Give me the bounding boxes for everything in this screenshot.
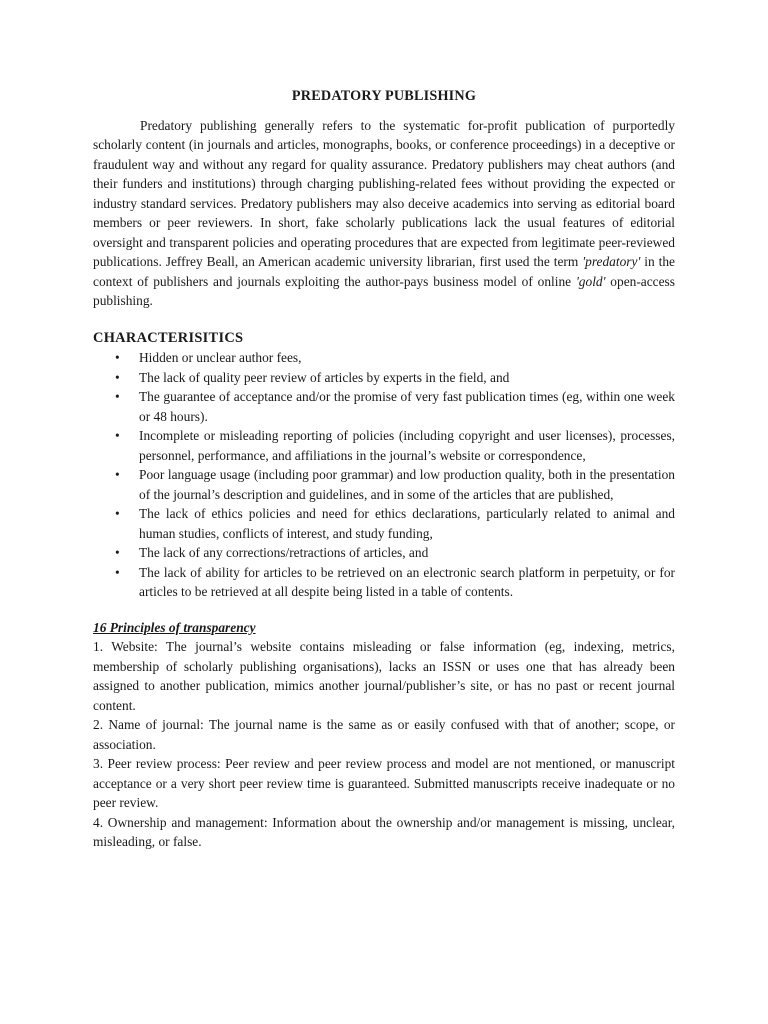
intro-text: open-access publishing. (93, 273, 675, 308)
list-item (93, 563, 675, 602)
list-item (93, 465, 675, 504)
bullet-icon: • (115, 506, 120, 521)
term-predatory: 'predatory' (582, 254, 641, 269)
list-item-text: Hidden or unclear author fees, (139, 350, 302, 365)
list-item-text: The lack of ability for articles to be retrieved on an electronic search platform in perpetuity, or for articles to be retrieved at all despite being listed in a table of contents. (139, 564, 675, 599)
list-item (93, 543, 675, 563)
principles-heading: 16 Principles of transparency (93, 619, 256, 635)
list-item-text: The lack of any corrections/retractions of articles, and (139, 545, 429, 560)
principle-item: 2. Name of journal: The journal name is the same as or easily confused with that of another; scope, or association. (93, 717, 675, 752)
term-gold: 'gold' (575, 273, 606, 289)
characteristics-list (93, 348, 675, 602)
list-item-text: The lack of quality peer review of articles by experts in the field, and (139, 369, 510, 385)
characteristics-heading: CHARACTERISITICS (93, 329, 244, 346)
bullet-icon: • (115, 467, 120, 482)
bullet-icon: • (115, 545, 120, 560)
principles-list (93, 637, 675, 852)
principle-item: 4. Ownership and management: Information about the ownership and/or management is missing, unclear, misleading, or false. (93, 814, 675, 849)
intro-text: in the context of publishers and journals exploiting the author-pays business model of online (93, 254, 675, 289)
list-item (93, 426, 675, 465)
list-item (93, 387, 675, 426)
list-item (93, 368, 675, 388)
bullet-icon: • (115, 564, 120, 580)
document-title: PREDATORY PUBLISHING (291, 88, 477, 104)
intro-text: Predatory publishing generally refers to the systematic for-profit publication of purportedly scholarly content (in journals and articles, monographs, books, or conference proceedings) in a deceptive or fraudulent way and without any regard for quality assurance. Predatory publishers may cheat authors (and their funders and institutions) through charging publishing-related fees without providing the expected or industry standard services. Predatory publishers may also deceive academics into serving as editorial board members or peer reviewers. In short, fake scholarly publications lack the usual features of editorial oversight and transparent policies and operating procedures that are expected from legitimate peer-reviewed publications. Jeffrey Beall, an American academic university librarian, first used the term (93, 117, 675, 269)
list-item (93, 504, 675, 543)
bullet-icon: • (115, 369, 120, 385)
principle-item: 1. Website: The journal’s website contains misleading or false information (eg, indexing, metrics, membership of scholarly publishing organisations), lacks an ISSN or uses one that has already been assigned to another publication, mimics another journal/publisher’s site, or has no past or recent journal content. (93, 639, 675, 713)
bullet-icon: • (115, 350, 120, 365)
list-item-text: Incomplete or misleading reporting of policies (including copyright and user licenses), processes, personnel, performance, and affiliations in the journal’s website or correspondence, (139, 428, 675, 463)
principle-item: 3. Peer review process: Peer review and peer review process and model are not mentioned, or manuscript acceptance or a very short peer review time is guaranteed. Submitted manuscripts receive inadequate or no peer review. (93, 756, 675, 810)
intro-paragraph (93, 116, 675, 311)
list-item-text: The lack of ethics policies and need for ethics declarations, particularly related to animal and human studies, conflicts of interest, and study funding, (139, 506, 675, 541)
list-item (93, 348, 675, 368)
list-item-text: Poor language usage (including poor grammar) and low production quality, both in the presentation of the journal’s description and guidelines, and in some of the articles that are published, (139, 467, 675, 502)
bullet-icon: • (115, 428, 120, 443)
list-item-text: The guarantee of acceptance and/or the promise of very fast publication times (eg, within one week or 48 hours). (139, 389, 675, 424)
bullet-icon: • (115, 389, 120, 404)
